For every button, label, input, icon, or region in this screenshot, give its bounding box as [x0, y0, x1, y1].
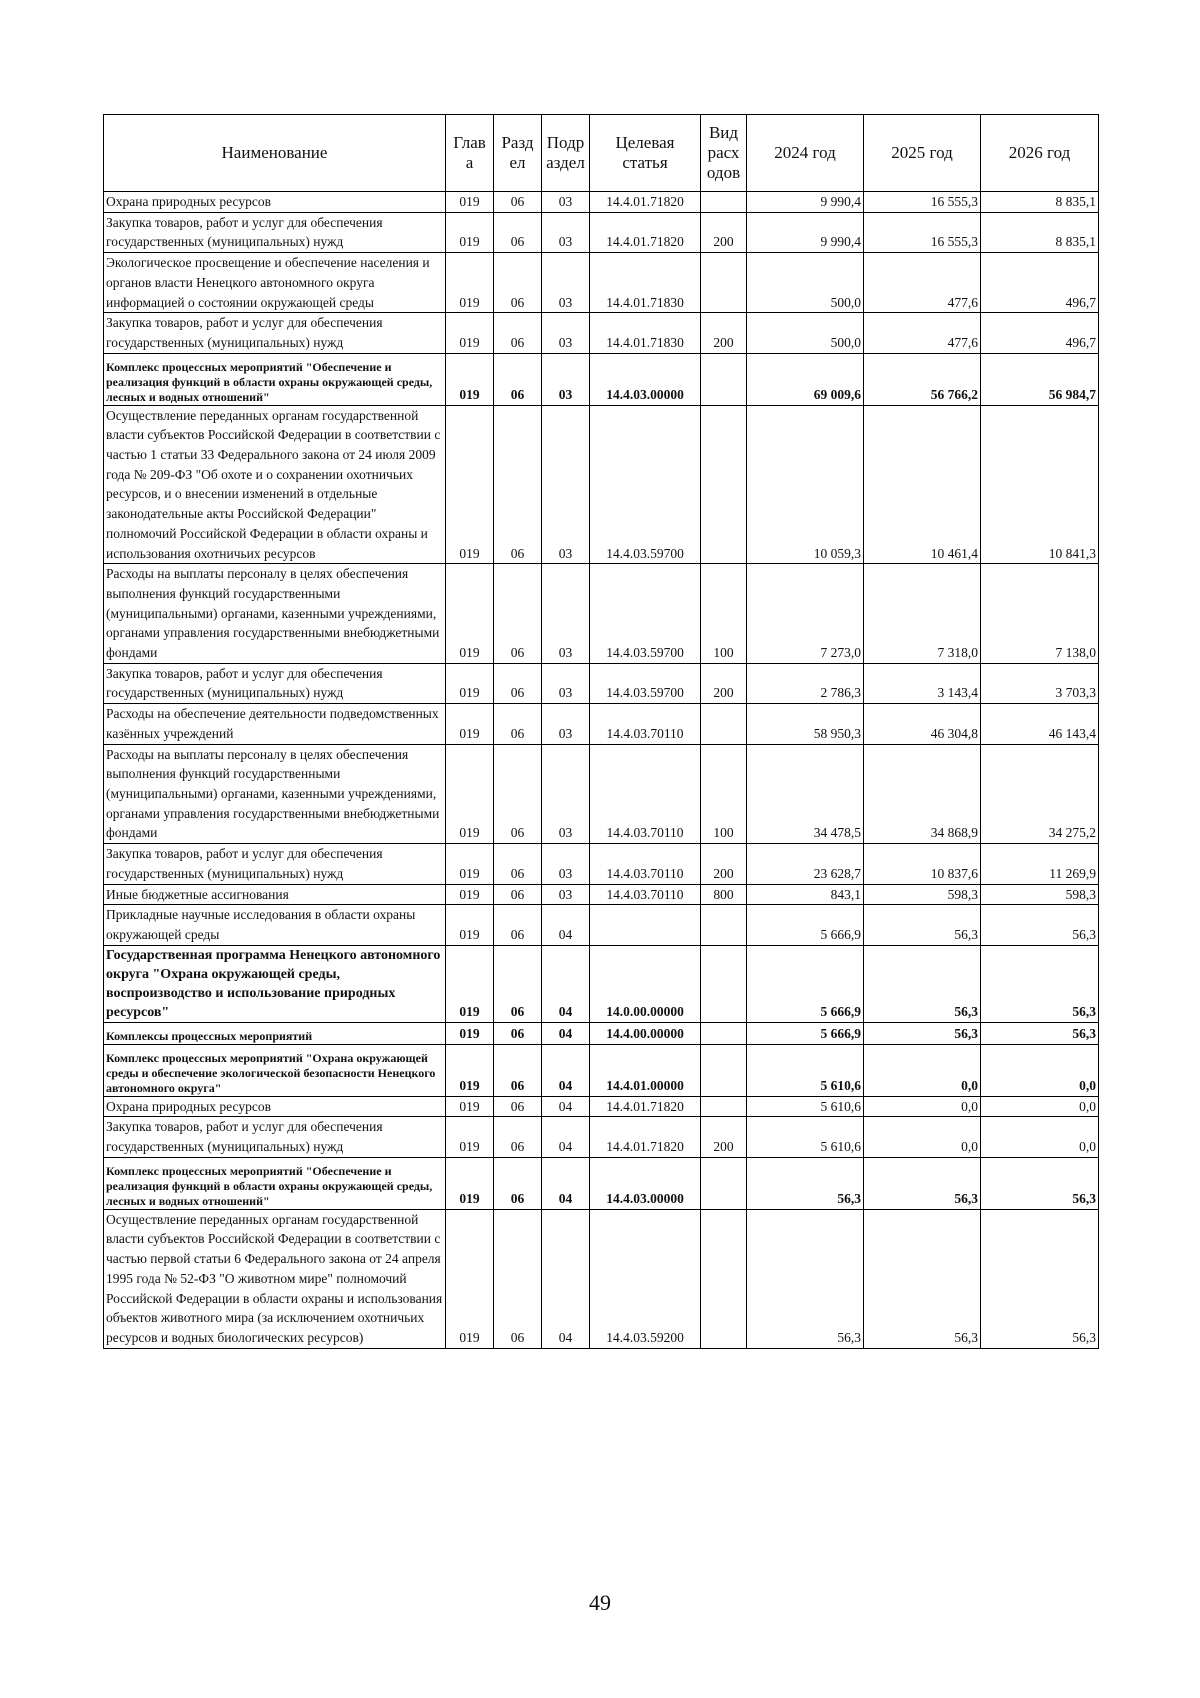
page-number: 49 — [589, 1590, 611, 1615]
cell-razdel: 06 — [494, 1117, 542, 1157]
cell-2026: 496,7 — [981, 253, 1099, 313]
budget-table — [103, 114, 1099, 1349]
cell-2026: 56,3 — [981, 1157, 1099, 1209]
cell-2024: 69 009,6 — [747, 353, 864, 405]
table-row — [104, 844, 1099, 884]
cell-2026: 56,3 — [981, 945, 1099, 1022]
cell-podrazdel: 03 — [542, 884, 590, 905]
cell-glava: 019 — [446, 884, 494, 905]
table-row — [104, 1117, 1099, 1157]
cell-glava: 019 — [446, 564, 494, 664]
cell-target-article: 14.4.03.59200 — [590, 1209, 701, 1348]
table-row — [104, 405, 1099, 564]
table-row — [104, 1044, 1099, 1096]
cell-glava: 019 — [446, 945, 494, 1022]
cell-expense-type — [701, 1096, 747, 1117]
table-body — [104, 192, 1099, 1349]
cell-name: Закупка товаров, работ и услуг для обеспечения государственных (муниципальных) нужд — [104, 1117, 446, 1157]
cell-razdel: 06 — [494, 744, 542, 844]
cell-expense-type — [701, 1157, 747, 1209]
table-row — [104, 353, 1099, 405]
cell-target-article — [590, 905, 701, 945]
header-expense-type: Вид расх одов — [701, 115, 747, 192]
cell-2024: 500,0 — [747, 313, 864, 353]
header-name: Наименование — [104, 115, 446, 192]
cell-name: Экологическое просвещение и обеспечение населения и органов власти Ненецкого автономного округа информацией о состоянии окружающей среды — [104, 253, 446, 313]
cell-name: Охрана природных ресурсов — [104, 1096, 446, 1117]
table-header-row — [104, 115, 1099, 192]
cell-name: Комплекс процессных мероприятий "Обеспечение и реализация функций в области охраны окружающей среды, лесных и водных отношений" — [104, 1157, 446, 1209]
cell-2025: 56,3 — [864, 905, 981, 945]
cell-target-article: 14.4.01.71820 — [590, 192, 701, 213]
cell-2026: 56 984,7 — [981, 353, 1099, 405]
cell-2026: 11 269,9 — [981, 844, 1099, 884]
table-row — [104, 1157, 1099, 1209]
cell-glava: 019 — [446, 192, 494, 213]
cell-name: Расходы на обеспечение деятельности подведомственных казённых учреждений — [104, 704, 446, 744]
cell-expense-type — [701, 1209, 747, 1348]
header-2026: 2026 год — [981, 115, 1099, 192]
cell-podrazdel: 03 — [542, 313, 590, 353]
cell-expense-type — [701, 905, 747, 945]
cell-glava: 019 — [446, 353, 494, 405]
cell-2026: 8 835,1 — [981, 192, 1099, 213]
cell-2025: 56,3 — [864, 1022, 981, 1044]
table-row — [104, 192, 1099, 213]
cell-expense-type — [701, 704, 747, 744]
table-row — [104, 905, 1099, 945]
cell-target-article: 14.4.01.71820 — [590, 1117, 701, 1157]
cell-2024: 9 990,4 — [747, 212, 864, 252]
cell-razdel: 06 — [494, 844, 542, 884]
cell-2026: 46 143,4 — [981, 704, 1099, 744]
cell-razdel: 06 — [494, 884, 542, 905]
cell-glava: 019 — [446, 704, 494, 744]
cell-target-article: 14.4.03.59700 — [590, 405, 701, 564]
cell-razdel: 06 — [494, 192, 542, 213]
cell-expense-type — [701, 192, 747, 213]
cell-name: Охрана природных ресурсов — [104, 192, 446, 213]
cell-expense-type — [701, 353, 747, 405]
cell-2025: 0,0 — [864, 1044, 981, 1096]
cell-target-article: 14.4.03.70110 — [590, 744, 701, 844]
cell-2024: 34 478,5 — [747, 744, 864, 844]
cell-podrazdel: 04 — [542, 1044, 590, 1096]
cell-expense-type — [701, 1022, 747, 1044]
cell-2025: 56 766,2 — [864, 353, 981, 405]
cell-2026: 56,3 — [981, 1022, 1099, 1044]
cell-name: Комплексы процессных мероприятий — [104, 1022, 446, 1044]
cell-2026: 56,3 — [981, 1209, 1099, 1348]
cell-2026: 3 703,3 — [981, 663, 1099, 703]
cell-name: Государственная программа Ненецкого автономного округа "Охрана окружающей среды, воспроизводство и использование природных ресурсов" — [104, 945, 446, 1022]
cell-target-article: 14.0.00.00000 — [590, 945, 701, 1022]
cell-target-article: 14.4.01.71830 — [590, 313, 701, 353]
cell-glava: 019 — [446, 905, 494, 945]
cell-2025: 10 461,4 — [864, 405, 981, 564]
cell-target-article: 14.4.03.59700 — [590, 663, 701, 703]
table-row — [104, 1022, 1099, 1044]
cell-razdel: 06 — [494, 704, 542, 744]
cell-2025: 10 837,6 — [864, 844, 981, 884]
header-glava: Глав а — [446, 115, 494, 192]
cell-2026: 7 138,0 — [981, 564, 1099, 664]
cell-2026: 10 841,3 — [981, 405, 1099, 564]
cell-name: Комплекс процессных мероприятий "Охрана окружающей среды и обеспечение экологической безопасности Ненецкого автономного округа" — [104, 1044, 446, 1096]
cell-2026: 598,3 — [981, 884, 1099, 905]
cell-2026: 34 275,2 — [981, 744, 1099, 844]
cell-target-article: 14.4.03.00000 — [590, 353, 701, 405]
cell-2024: 5 610,6 — [747, 1096, 864, 1117]
table-row — [104, 313, 1099, 353]
cell-expense-type: 200 — [701, 663, 747, 703]
cell-name: Осуществление переданных органам государственной власти субъектов Российской Федерации в соответствии с частью первой статьи 6 Федерального закона от 24 апреля 1995 года № 52-ФЗ "О животном мире" полномочий Российской Федерации в области охраны и использования объектов животного мира (за исключением охотничьих ресурсов и водных биологических ресурсов) — [104, 1209, 446, 1348]
cell-target-article: 14.4.03.59700 — [590, 564, 701, 664]
cell-target-article: 14.4.01.71820 — [590, 1096, 701, 1117]
cell-podrazdel: 04 — [542, 1209, 590, 1348]
cell-2024: 500,0 — [747, 253, 864, 313]
cell-name: Прикладные научные исследования в области охраны окружающей среды — [104, 905, 446, 945]
cell-2024: 10 059,3 — [747, 405, 864, 564]
cell-razdel: 06 — [494, 313, 542, 353]
cell-expense-type — [701, 253, 747, 313]
cell-2025: 0,0 — [864, 1117, 981, 1157]
cell-glava: 019 — [446, 212, 494, 252]
cell-target-article: 14.4.03.00000 — [590, 1157, 701, 1209]
cell-podrazdel: 04 — [542, 945, 590, 1022]
cell-2024: 5 666,9 — [747, 1022, 864, 1044]
cell-glava: 019 — [446, 253, 494, 313]
table-row — [104, 945, 1099, 1022]
cell-glava: 019 — [446, 1044, 494, 1096]
cell-name: Комплекс процессных мероприятий "Обеспечение и реализация функций в области охраны окружающей среды, лесных и водных отношений" — [104, 353, 446, 405]
cell-podrazdel: 03 — [542, 192, 590, 213]
cell-2024: 5 610,6 — [747, 1117, 864, 1157]
cell-podrazdel: 03 — [542, 353, 590, 405]
cell-2025: 46 304,8 — [864, 704, 981, 744]
table-row — [104, 744, 1099, 844]
cell-glava: 019 — [446, 1157, 494, 1209]
cell-razdel: 06 — [494, 663, 542, 703]
table-row — [104, 884, 1099, 905]
cell-2024: 843,1 — [747, 884, 864, 905]
cell-expense-type: 200 — [701, 313, 747, 353]
cell-name: Закупка товаров, работ и услуг для обеспечения государственных (муниципальных) нужд — [104, 663, 446, 703]
cell-2025: 7 318,0 — [864, 564, 981, 664]
header-razdel: Разд ел — [494, 115, 542, 192]
cell-2025: 477,6 — [864, 313, 981, 353]
cell-2024: 56,3 — [747, 1157, 864, 1209]
cell-podrazdel: 04 — [542, 1096, 590, 1117]
cell-glava: 019 — [446, 744, 494, 844]
cell-target-article: 14.4.01.71830 — [590, 253, 701, 313]
cell-2024: 23 628,7 — [747, 844, 864, 884]
cell-2025: 56,3 — [864, 945, 981, 1022]
cell-target-article: 14.4.01.00000 — [590, 1044, 701, 1096]
header-target-article: Целевая статья — [590, 115, 701, 192]
cell-glava: 019 — [446, 313, 494, 353]
cell-expense-type — [701, 405, 747, 564]
cell-2026: 0,0 — [981, 1117, 1099, 1157]
cell-glava: 019 — [446, 1022, 494, 1044]
cell-podrazdel: 03 — [542, 844, 590, 884]
table-row — [104, 1096, 1099, 1117]
table-row — [104, 564, 1099, 664]
cell-2025: 56,3 — [864, 1209, 981, 1348]
cell-target-article: 14.4.03.70110 — [590, 844, 701, 884]
cell-razdel: 06 — [494, 253, 542, 313]
cell-razdel: 06 — [494, 212, 542, 252]
cell-glava: 019 — [446, 1096, 494, 1117]
cell-2025: 16 555,3 — [864, 212, 981, 252]
cell-2025: 34 868,9 — [864, 744, 981, 844]
cell-2024: 7 273,0 — [747, 564, 864, 664]
cell-2025: 56,3 — [864, 1157, 981, 1209]
cell-name: Закупка товаров, работ и услуг для обеспечения государственных (муниципальных) нужд — [104, 313, 446, 353]
cell-expense-type: 200 — [701, 844, 747, 884]
cell-expense-type: 100 — [701, 564, 747, 664]
cell-expense-type: 200 — [701, 212, 747, 252]
cell-2024: 2 786,3 — [747, 663, 864, 703]
cell-razdel: 06 — [494, 1044, 542, 1096]
cell-razdel: 06 — [494, 564, 542, 664]
cell-2024: 9 990,4 — [747, 192, 864, 213]
header-2024: 2024 год — [747, 115, 864, 192]
cell-podrazdel: 03 — [542, 212, 590, 252]
cell-expense-type: 200 — [701, 1117, 747, 1157]
table-row — [104, 1209, 1099, 1348]
cell-podrazdel: 03 — [542, 744, 590, 844]
cell-razdel: 06 — [494, 1096, 542, 1117]
cell-2026: 8 835,1 — [981, 212, 1099, 252]
cell-expense-type: 100 — [701, 744, 747, 844]
cell-target-article: 14.4.03.70110 — [590, 704, 701, 744]
header-2025: 2025 год — [864, 115, 981, 192]
cell-podrazdel: 03 — [542, 704, 590, 744]
cell-name: Расходы на выплаты персоналу в целях обеспечения выполнения функций государственными (муниципальными) органами, казенными учреждениями, органами управления государственными внебюджетными фондами — [104, 564, 446, 664]
cell-name: Иные бюджетные ассигнования — [104, 884, 446, 905]
cell-2025: 598,3 — [864, 884, 981, 905]
cell-razdel: 06 — [494, 905, 542, 945]
cell-expense-type: 800 — [701, 884, 747, 905]
cell-name: Закупка товаров, работ и услуг для обеспечения государственных (муниципальных) нужд — [104, 212, 446, 252]
cell-2026: 56,3 — [981, 905, 1099, 945]
cell-razdel: 06 — [494, 353, 542, 405]
cell-podrazdel: 04 — [542, 1022, 590, 1044]
cell-2024: 58 950,3 — [747, 704, 864, 744]
table-row — [104, 663, 1099, 703]
cell-razdel: 06 — [494, 945, 542, 1022]
cell-2025: 3 143,4 — [864, 663, 981, 703]
table-row — [104, 212, 1099, 252]
cell-glava: 019 — [446, 1209, 494, 1348]
cell-name: Расходы на выплаты персоналу в целях обеспечения выполнения функций государственными (муниципальными) органами, казенными учреждениями, органами управления государственными внебюджетными фондами — [104, 744, 446, 844]
cell-name: Закупка товаров, работ и услуг для обеспечения государственных (муниципальных) нужд — [104, 844, 446, 884]
cell-podrazdel: 03 — [542, 564, 590, 664]
cell-2024: 56,3 — [747, 1209, 864, 1348]
cell-glava: 019 — [446, 1117, 494, 1157]
cell-2026: 0,0 — [981, 1096, 1099, 1117]
cell-name: Осуществление переданных органам государственной власти субъектов Российской Федерации в соответствии с частью 1 статьи 33 Федерального закона от 24 июля 2009 года № 209-ФЗ "Об охоте и о сохранении охотничьих ресурсов, и о внесении изменений в отдельные законодательные акты Российской Федерации" полномочий Российской Федерации в области охраны и использования охотничьих ресурсов — [104, 405, 446, 564]
cell-glava: 019 — [446, 663, 494, 703]
cell-2024: 5 610,6 — [747, 1044, 864, 1096]
cell-2025: 477,6 — [864, 253, 981, 313]
header-podrazdel: Подр аздел — [542, 115, 590, 192]
cell-2026: 0,0 — [981, 1044, 1099, 1096]
cell-razdel: 06 — [494, 405, 542, 564]
cell-target-article: 14.4.03.70110 — [590, 884, 701, 905]
cell-target-article: 14.4.01.71820 — [590, 212, 701, 252]
cell-target-article: 14.4.00.00000 — [590, 1022, 701, 1044]
cell-expense-type — [701, 1044, 747, 1096]
table-row — [104, 704, 1099, 744]
cell-podrazdel: 04 — [542, 905, 590, 945]
cell-glava: 019 — [446, 405, 494, 564]
cell-podrazdel: 03 — [542, 405, 590, 564]
cell-razdel: 06 — [494, 1022, 542, 1044]
cell-expense-type — [701, 945, 747, 1022]
cell-razdel: 06 — [494, 1209, 542, 1348]
cell-podrazdel: 03 — [542, 253, 590, 313]
cell-2024: 5 666,9 — [747, 905, 864, 945]
cell-2026: 496,7 — [981, 313, 1099, 353]
cell-podrazdel: 04 — [542, 1157, 590, 1209]
cell-podrazdel: 03 — [542, 663, 590, 703]
cell-2024: 5 666,9 — [747, 945, 864, 1022]
cell-razdel: 06 — [494, 1157, 542, 1209]
cell-podrazdel: 04 — [542, 1117, 590, 1157]
cell-2025: 0,0 — [864, 1096, 981, 1117]
cell-2025: 16 555,3 — [864, 192, 981, 213]
table-row — [104, 253, 1099, 313]
cell-glava: 019 — [446, 844, 494, 884]
